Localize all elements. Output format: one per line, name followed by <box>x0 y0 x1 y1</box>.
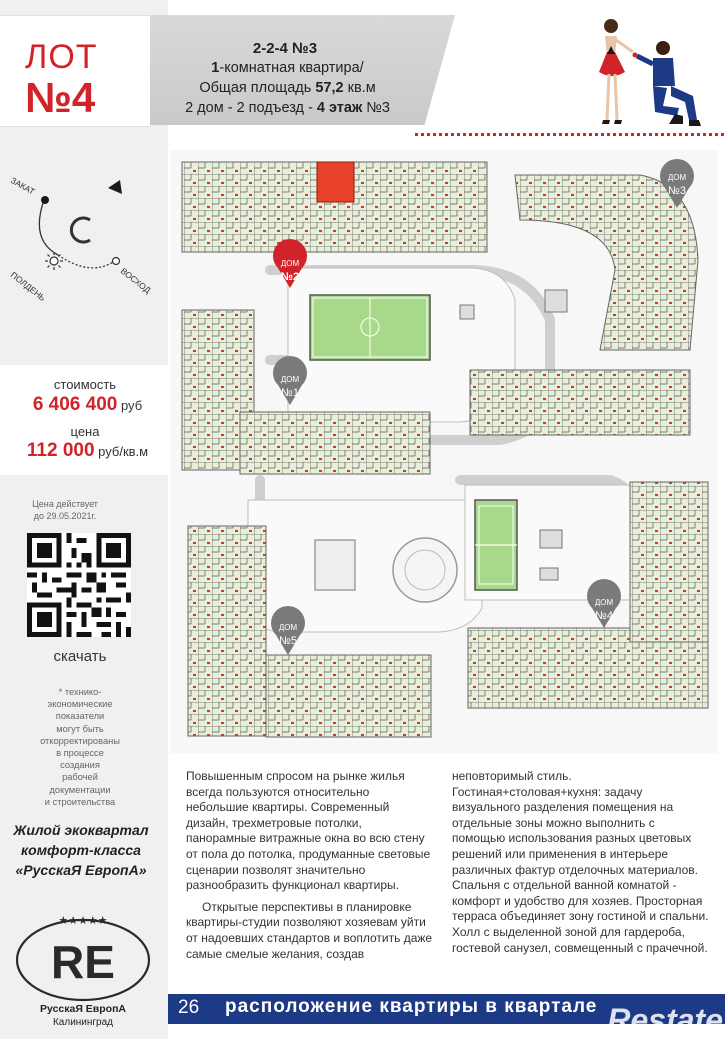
house-2-num: №2 <box>280 271 300 283</box>
svg-text:★★★★★: ★★★★★ <box>58 915 108 927</box>
house-1-dom: ДОМ <box>280 375 300 384</box>
apartment-code: 2-2-4 №3 <box>252 40 318 57</box>
house-3-dom: ДОМ <box>667 173 687 182</box>
cost-value: 6 406 400 руб <box>32 394 143 415</box>
price-per-sqm: 112 000 руб/кв.м <box>26 440 149 461</box>
footnote: * технико- экономические показатели могут быть откорректированы в процессе создания рабочей документации и строительства <box>40 687 120 807</box>
lot-word: ЛОТ <box>25 38 98 76</box>
apartment-location: 2 дом - 2 подъезд - 4 этаж №3 <box>185 100 390 116</box>
logo-name: РусскаЯ ЕвропА <box>39 1003 127 1015</box>
round-plaza <box>393 538 457 602</box>
apartment-rooms: 1-комнатная квартира/ <box>211 60 364 76</box>
house-5-num: №5 <box>279 635 297 647</box>
playground <box>315 540 355 590</box>
north-arrow-icon <box>108 180 122 194</box>
svg-text:RE: RE <box>51 936 115 988</box>
text-column-2: неповторимый стиль. Гостиная+столовая+кухня: задачу визуального разделения помещения на отдельные зоны можно выполнить с помощью использования разных цветовых решений или применения в интерьере различных фактур отделочных материалов. Спальня с отдельной ванной комнатой - комфорт и удобство для хозяев. Просторная терраса объединяет зону гостиной и спальни. Холл с выделенной зоной для гардероба, гостевой санузел, совмещенный с прачечной. <box>452 769 709 955</box>
cost-label: стоимость <box>53 377 117 392</box>
masterplan-map <box>170 150 718 753</box>
sunset-dot-icon <box>41 196 49 204</box>
header-divider <box>415 133 725 136</box>
house-4-dom: ДОМ <box>594 598 614 607</box>
validity-line1: Цена действует <box>32 499 98 509</box>
text-column-1: Повышенным спросом на рынке жилья всегда пользуются относительно небольшие квартиры. Современный дизайн, трехметровые потолки, панорамные витражные окна во всю стену от пола до потолка, продуманные световые сценарии позволят значительно разнообразить функционал квартиры. Открытые перспективы в планировке квартиры-студии позволяют хозяевам уйти от надоевших стандартов и воплотить даже самые смелые желания, создав <box>186 769 433 961</box>
restate-watermark: Restate <box>607 1002 723 1038</box>
rotation-icon <box>71 218 90 242</box>
house-5-dom: ДОМ <box>278 623 298 632</box>
couple-illustration <box>585 12 705 130</box>
noon-label: ПОЛДЕНЬ <box>8 269 48 304</box>
price-label: цена <box>70 424 100 439</box>
validity-line2: до 29.05.2021г. <box>33 511 97 521</box>
house-2-dom: ДОМ <box>280 259 300 268</box>
stars-icon <box>58 915 107 927</box>
footer-title: расположение квартиры в квартале <box>225 996 598 1017</box>
house-4-num: №4 <box>595 610 613 622</box>
logo-city: Калининград <box>52 1017 114 1028</box>
sunset-label: ЗАКАТ <box>9 175 37 197</box>
sunrise-label: ВОСХОД <box>118 265 153 296</box>
sun-compass <box>0 160 168 310</box>
lot-number: №4 <box>25 74 96 121</box>
tagline: Жилой экоквартал комфорт-класса «РусскаЯ ЕвропА» <box>13 822 149 878</box>
page-number: 26 <box>178 997 200 1018</box>
re-logo <box>14 910 152 1005</box>
sun-icon <box>45 252 63 270</box>
qr-code[interactable] <box>27 533 131 637</box>
apartment-area: Общая площадь 57,2 кв.м <box>199 80 376 96</box>
highlighted-apartment <box>317 162 354 202</box>
download-label[interactable]: скачать <box>53 648 107 665</box>
sunrise-dot-icon <box>113 258 120 265</box>
house-3-num: №3 <box>668 185 686 197</box>
house-1-num: №1 <box>281 387 299 399</box>
